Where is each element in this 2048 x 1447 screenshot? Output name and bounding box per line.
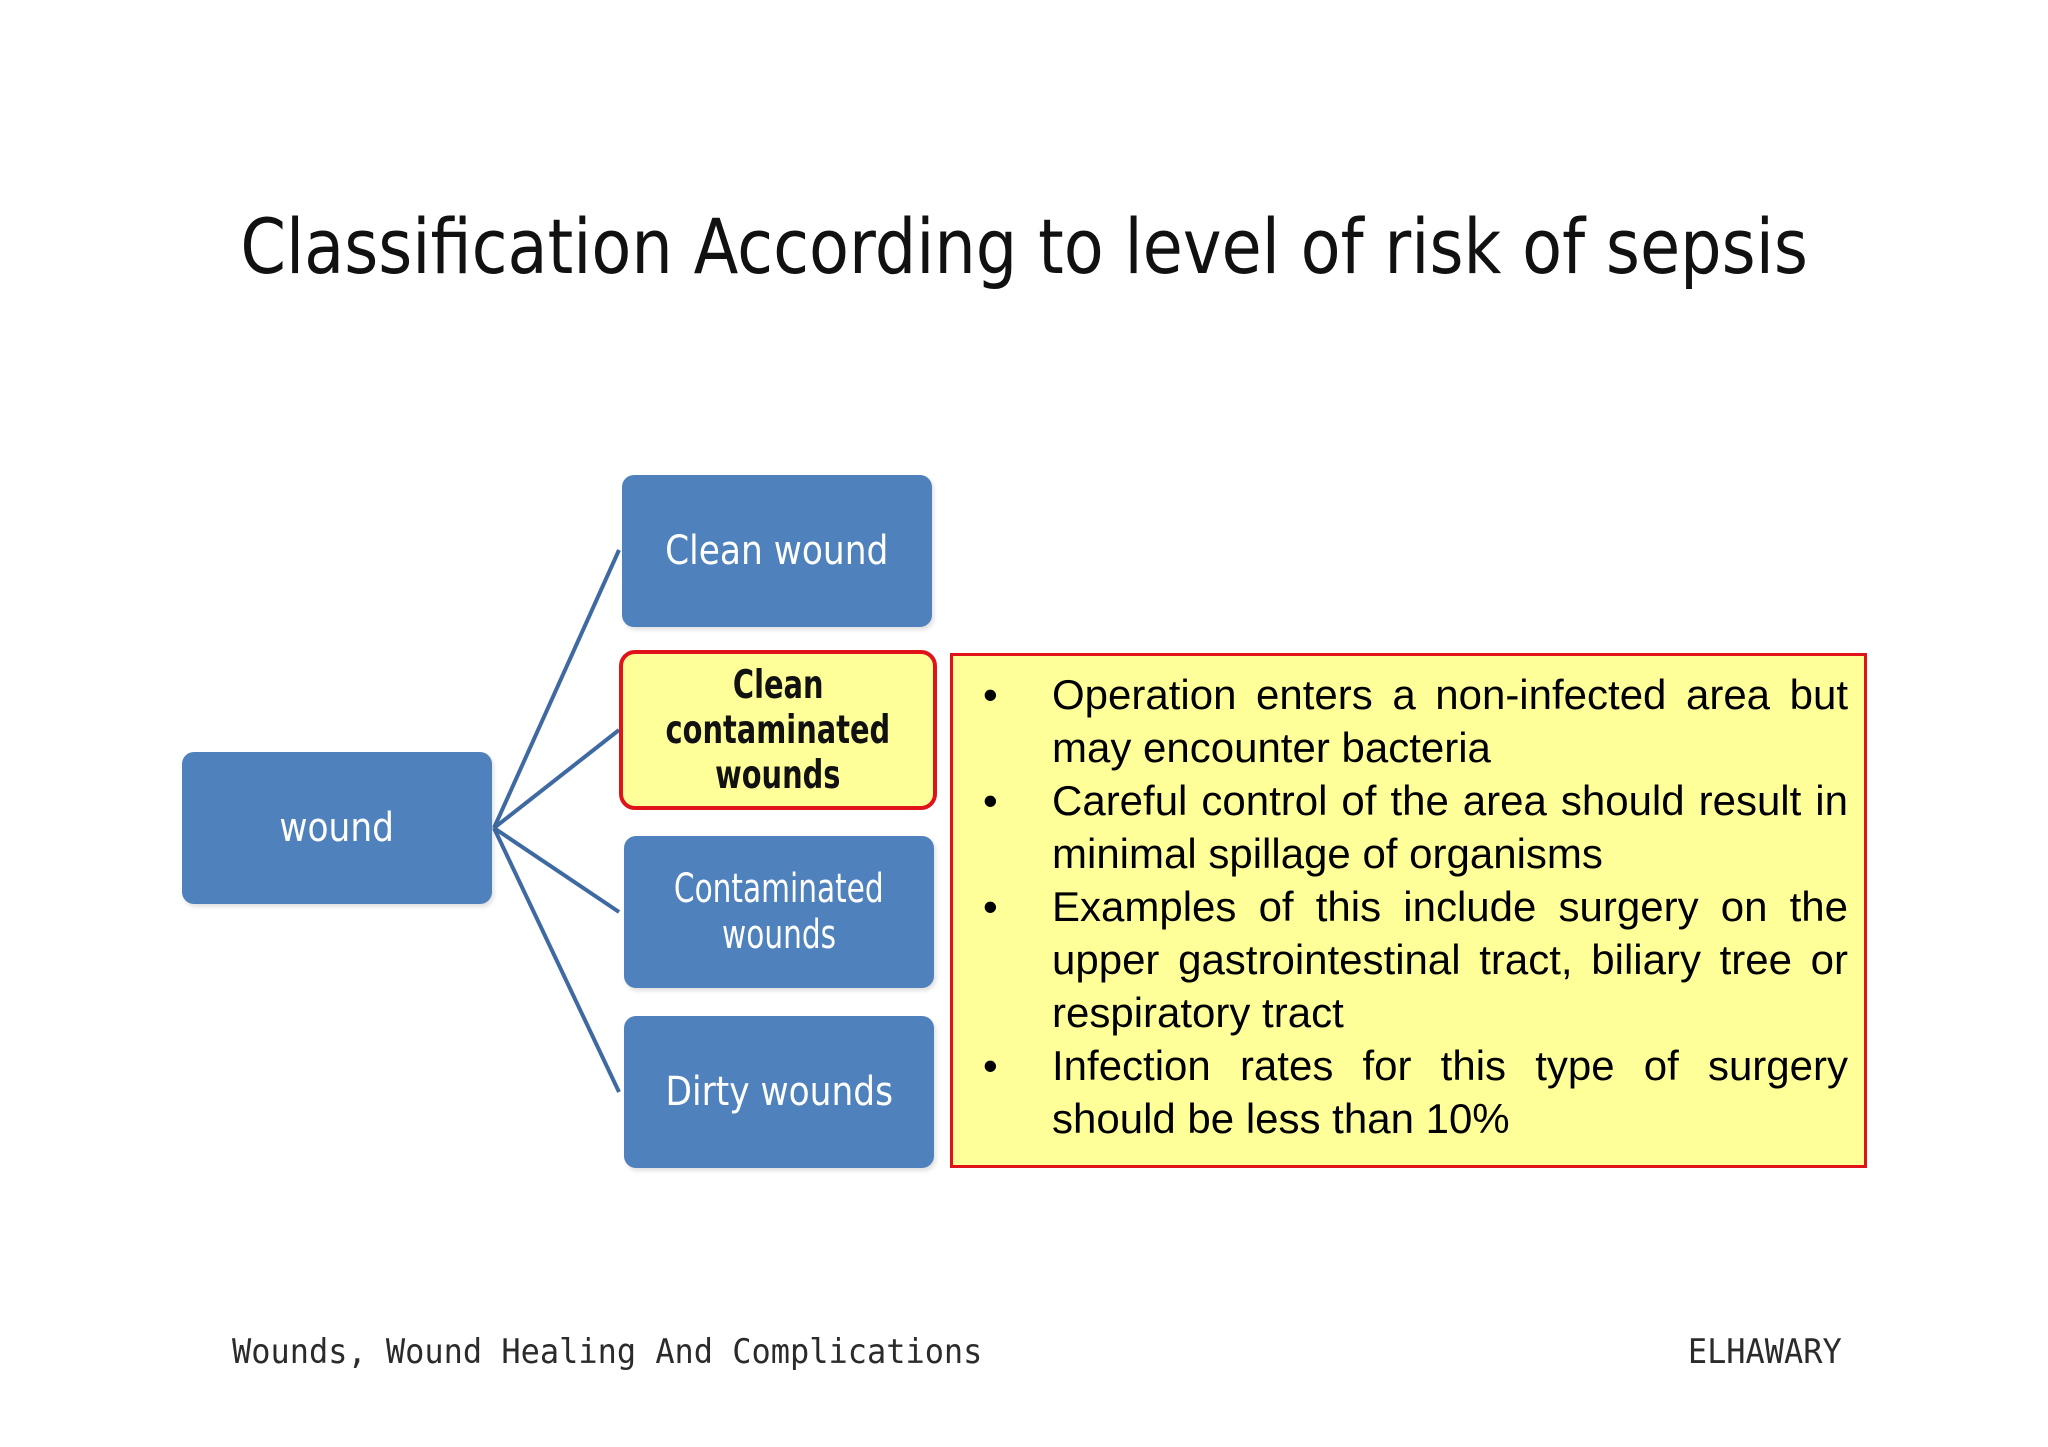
node-clean-contaminated-line1: Clean <box>732 662 824 708</box>
description-item <box>967 1039 1848 1145</box>
bullet-icon: • <box>983 1042 998 1089</box>
footer-course-title: Wounds, Wound Healing And Complications <box>232 1332 983 1372</box>
node-clean-contaminated-wounds <box>619 650 937 810</box>
node-clean-wound <box>622 475 932 627</box>
bullet-icon: • <box>983 777 998 824</box>
bullet-icon: • <box>983 883 998 930</box>
description-list <box>967 668 1848 1145</box>
node-clean-contaminated-line2: contaminated <box>665 707 891 753</box>
bullet-icon: • <box>983 671 998 718</box>
description-item <box>967 668 1848 774</box>
node-contaminated-line1: Contaminated <box>674 866 884 912</box>
connector-clean-wound <box>494 550 619 828</box>
node-contaminated-line2: wounds <box>721 912 836 958</box>
node-wound <box>182 752 492 904</box>
node-wound-label: wound <box>279 805 395 851</box>
description-callout <box>950 653 1867 1168</box>
slide-title: Classification According to level of risk of sepsis <box>240 202 1808 291</box>
description-item-text: Operation enters a non-infected area but may encounter bacteria <box>1052 671 1848 771</box>
node-contaminated-wounds <box>624 836 934 988</box>
node-clean-contaminated-line3: wounds <box>715 752 841 798</box>
node-clean-contaminated-label <box>647 663 908 798</box>
footer-author: ELHAWARY <box>1688 1332 1842 1372</box>
description-item-text: Infection rates for this type of surgery should be less than 10% <box>1052 1042 1848 1142</box>
description-item-text: Examples of this include surgery on the upper gastrointestinal tract, biliary tree or respiratory tract <box>1052 883 1848 1036</box>
node-dirty-wounds <box>624 1016 934 1168</box>
description-item-text: Careful control of the area should result in minimal spillage of organisms <box>1052 777 1848 877</box>
node-dirty-wounds-label: Dirty wounds <box>665 1069 893 1115</box>
node-clean-wound-label: Clean wound <box>665 528 889 574</box>
node-contaminated-label <box>657 866 901 958</box>
connector-clean-contaminated <box>494 730 619 828</box>
description-item <box>967 774 1848 880</box>
description-item <box>967 880 1848 1039</box>
